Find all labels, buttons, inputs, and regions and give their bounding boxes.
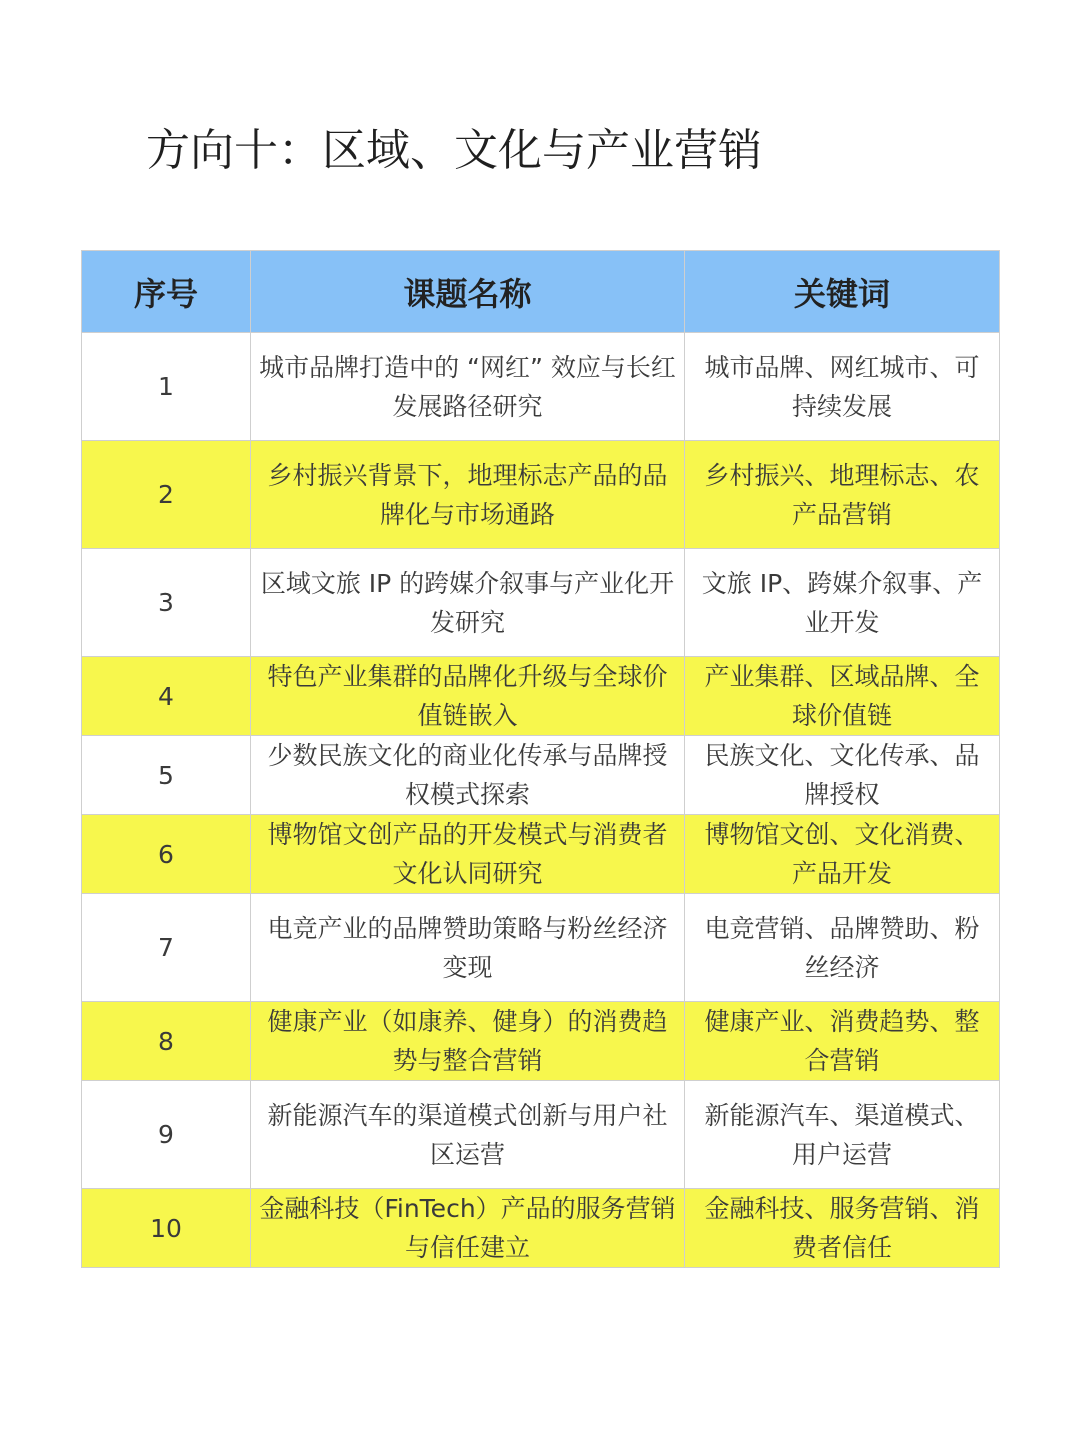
- cell-topic: 乡村振兴背景下，地理标志产品的品牌化与市场通路: [251, 441, 685, 549]
- cell-topic: 电竞产业的品牌赞助策略与粉丝经济变现: [251, 894, 685, 1002]
- cell-index: 7: [82, 894, 251, 1002]
- cell-keywords: 电竞营销、品牌赞助、粉丝经济: [685, 894, 1000, 1002]
- table-row: [82, 333, 1000, 441]
- table-row: [82, 1081, 1000, 1189]
- cell-index: 6: [82, 815, 251, 894]
- cell-index: 2: [82, 441, 251, 549]
- cell-keywords: 新能源汽车、渠道模式、用户运营: [685, 1081, 1000, 1189]
- table-header-row: [82, 251, 1000, 333]
- cell-keywords: 博物馆文创、文化消费、产品开发: [685, 815, 1000, 894]
- header-keywords: 关键词: [685, 251, 1000, 333]
- cell-index: 5: [82, 736, 251, 815]
- table-row: [82, 657, 1000, 736]
- table-row: [82, 894, 1000, 1002]
- cell-index: 3: [82, 549, 251, 657]
- table-row: [82, 441, 1000, 549]
- cell-topic: 区域文旅 IP 的跨媒介叙事与产业化开发研究: [251, 549, 685, 657]
- topics-table: [81, 250, 1000, 1268]
- cell-keywords: 产业集群、区域品牌、全球价值链: [685, 657, 1000, 736]
- cell-topic: 城市品牌打造中的 “网红” 效应与长红发展路径研究: [251, 333, 685, 441]
- cell-keywords: 民族文化、文化传承、品牌授权: [685, 736, 1000, 815]
- cell-index: 9: [82, 1081, 251, 1189]
- cell-keywords: 健康产业、消费趋势、整合营销: [685, 1002, 1000, 1081]
- cell-topic: 博物馆文创产品的开发模式与消费者文化认同研究: [251, 815, 685, 894]
- cell-keywords: 文旅 IP、跨媒介叙事、产业开发: [685, 549, 1000, 657]
- cell-keywords: 乡村振兴、地理标志、农产品营销: [685, 441, 1000, 549]
- cell-index: 1: [82, 333, 251, 441]
- cell-topic: 新能源汽车的渠道模式创新与用户社区运营: [251, 1081, 685, 1189]
- header-index: 序号: [82, 251, 251, 333]
- header-topic: 课题名称: [251, 251, 685, 333]
- table-row: [82, 736, 1000, 815]
- cell-index: 4: [82, 657, 251, 736]
- table-row: [82, 1002, 1000, 1081]
- table-row: [82, 549, 1000, 657]
- cell-index: 8: [82, 1002, 251, 1081]
- table-row: [82, 1189, 1000, 1268]
- cell-topic: 金融科技（FinTech）产品的服务营销与信任建立: [251, 1189, 685, 1268]
- cell-index: 10: [82, 1189, 251, 1268]
- page-title: 方向十：区域、文化与产业营销: [146, 125, 762, 176]
- cell-topic: 特色产业集群的品牌化升级与全球价值链嵌入: [251, 657, 685, 736]
- cell-topic: 健康产业（如康养、健身）的消费趋势与整合营销: [251, 1002, 685, 1081]
- cell-keywords: 金融科技、服务营销、消费者信任: [685, 1189, 1000, 1268]
- cell-keywords: 城市品牌、网红城市、可持续发展: [685, 333, 1000, 441]
- table-row: [82, 815, 1000, 894]
- cell-topic: 少数民族文化的商业化传承与品牌授权模式探索: [251, 736, 685, 815]
